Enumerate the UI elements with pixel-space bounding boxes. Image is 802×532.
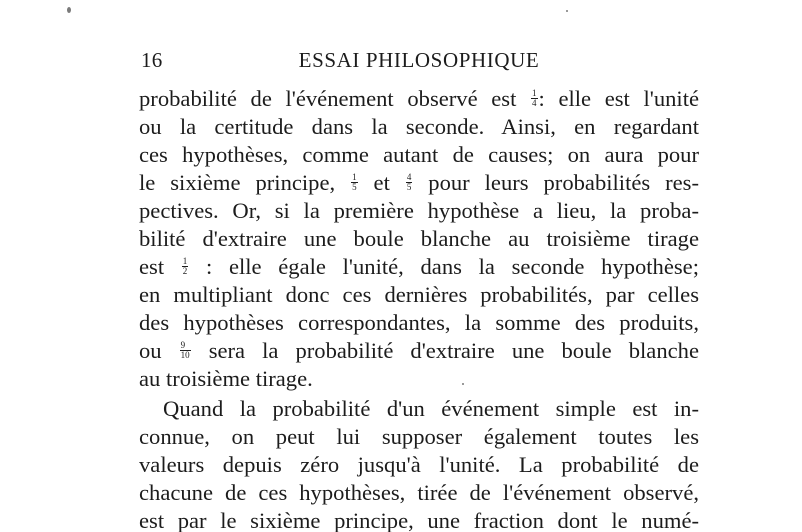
- text-line-8: en multipliant donc ces dernières probabilités, par celles: [139, 282, 699, 307]
- paper-speck: [67, 7, 71, 13]
- paper-speck: [566, 10, 568, 12]
- text-line-5: pectives. Or, si la première hypothèse a lieu, la proba-: [139, 198, 699, 223]
- fraction: $\frac{1}{5}$: [352, 172, 357, 193]
- text-line-15: chacune de ces hypothèses, tirée de l'événement observé,: [139, 480, 699, 505]
- text-line-7: est $\frac{1}{2}$ : elle égale l'unité, dans la seconde hypothèse;: [139, 254, 699, 279]
- text-line-10: ou $\frac{9}{10}$ sera la probabilité d'extraire une boule blanche: [139, 338, 699, 363]
- running-title: ESSAI PHILOSOPHIQUE: [298, 48, 540, 72]
- page-header: [139, 44, 699, 76]
- text-line-14: valeurs depuis zéro jusqu'à l'unité. La probabilité de: [139, 452, 699, 477]
- text-line-9: des hypothèses correspondantes, la somme des produits,: [139, 310, 699, 335]
- text-line-6: bilité d'extraire une boule blanche au troisième tirage: [139, 226, 699, 251]
- text-line-2: ou la certitude dans la seconde. Ainsi, en regardant: [139, 114, 699, 139]
- text-line-12: Quand la probabilité d'un événement simple est in-: [163, 396, 699, 421]
- fraction: $\frac{1}{4}$: [532, 88, 537, 109]
- text-line-1: probabilité de l'événement observé est $\frac{1}{4}$ : elle est l'unité: [139, 86, 699, 111]
- text-line-4: le sixième principe, $\frac{1}{5}$ et $\frac{4}{5}$ pour leurs probabilités res-: [139, 170, 700, 195]
- text-line-13: connue, on peut lui supposer également toutes les: [139, 424, 699, 449]
- fraction: $\frac{4}{5}$: [406, 172, 412, 193]
- text-line-11: au troisième tirage.: [139, 366, 313, 391]
- text-line-3: ces hypothèses, comme autant de causes; on aura pour: [139, 142, 699, 167]
- text-line-16: est par le sixième principe, une fraction dont le numé-: [139, 508, 699, 532]
- page-number: 16: [141, 48, 163, 72]
- fraction: $\frac{9}{10}$: [180, 340, 190, 361]
- fraction: $\frac{1}{2}$: [182, 256, 188, 277]
